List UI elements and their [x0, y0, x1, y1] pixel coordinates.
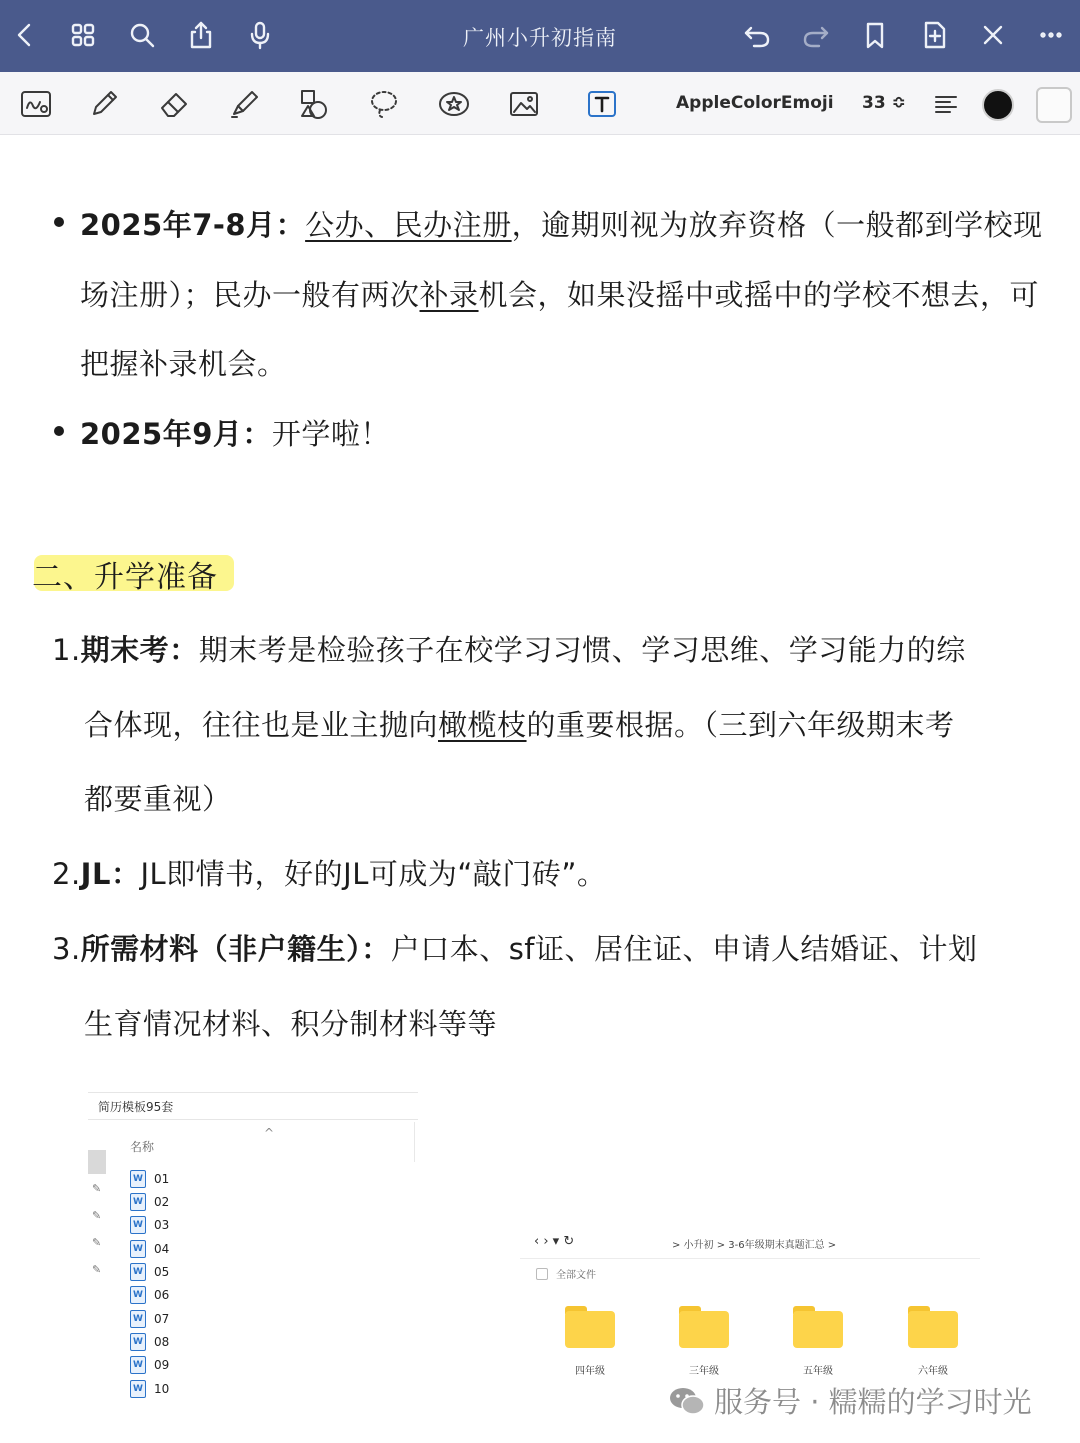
- item-label: 2025年7-8月：: [80, 208, 306, 242]
- file-row[interactable]: [130, 1169, 169, 1189]
- item-text: 户口本、sf证、居住证、申请人结婚证、计划: [390, 932, 978, 966]
- eraser-icon[interactable]: [154, 84, 194, 124]
- breadcrumb: > 小升初 > 3-6年级期末真题汇总 >: [672, 1240, 837, 1251]
- resume-template-folder-screenshot: [88, 1088, 418, 1408]
- select-all-checkbox[interactable]: [536, 1268, 548, 1280]
- file-row[interactable]: [130, 1355, 169, 1375]
- divider: [520, 1258, 980, 1259]
- word-file-icon: W: [130, 1356, 146, 1374]
- folder-item[interactable]: [562, 1306, 618, 1377]
- word-file-icon: W: [130, 1310, 146, 1328]
- list-item-materials: [52, 927, 978, 968]
- word-file-icon: W: [130, 1333, 146, 1351]
- pin-icon: ✎: [92, 1209, 102, 1222]
- file-name: 06: [154, 1288, 170, 1302]
- pin-icon: ✎: [92, 1182, 102, 1195]
- nav-scroll-thumb: [88, 1150, 106, 1174]
- bullet-dot: [54, 426, 64, 436]
- item-text: 的重要根据。（三到六年级期末考: [526, 708, 955, 742]
- align-left-icon[interactable]: [926, 84, 966, 124]
- word-file-icon: W: [130, 1286, 146, 1304]
- item-text-line: [80, 273, 1039, 314]
- background-color-swatch[interactable]: [1036, 87, 1072, 123]
- watermark: [668, 1380, 1032, 1421]
- column-divider: [414, 1122, 415, 1162]
- file-name: 04: [154, 1242, 170, 1256]
- word-file-icon: W: [130, 1263, 146, 1281]
- folder-icon: [793, 1306, 843, 1348]
- olive-branch-link-text: 橄榄枝: [438, 708, 527, 742]
- file-row[interactable]: [130, 1285, 169, 1305]
- select-all-label: 全部文件: [556, 1270, 596, 1281]
- item-text: ，逾期则视为放弃资格（一般都到学校现: [511, 208, 1043, 242]
- file-row[interactable]: [130, 1192, 169, 1212]
- item-label: 所需材料（非户籍生）：: [80, 932, 391, 966]
- folder-label: 五年级: [803, 1366, 833, 1377]
- font-name-selector[interactable]: AppleColorEmoji: [676, 93, 834, 113]
- watermark-text: 服务号 · 糯糯的学习时光: [714, 1385, 1032, 1419]
- list-item-final-exam: [52, 628, 966, 669]
- file-row[interactable]: [130, 1215, 169, 1235]
- name-column-header: 名称: [130, 1140, 155, 1154]
- sticker-icon[interactable]: [434, 84, 474, 124]
- file-name: 03: [154, 1218, 170, 1232]
- folder-label: 六年级: [918, 1366, 948, 1377]
- file-row[interactable]: [130, 1239, 169, 1259]
- text-color-swatch[interactable]: [982, 89, 1014, 121]
- shapes-icon[interactable]: [294, 84, 334, 124]
- word-file-icon: W: [130, 1240, 146, 1258]
- item-text: JL即情书，好的JL可成为“敲门砖”。: [140, 857, 607, 891]
- file-row[interactable]: [130, 1379, 169, 1399]
- undo-icon[interactable]: [740, 18, 774, 52]
- folder-label: 三年级: [689, 1366, 719, 1377]
- image-icon[interactable]: [504, 84, 544, 124]
- highlighter-icon[interactable]: [224, 84, 264, 124]
- text-tool-icon[interactable]: [582, 84, 622, 124]
- item-text-line: 生育情况材料、积分制材料等等: [84, 1007, 498, 1041]
- folder-item[interactable]: [676, 1306, 732, 1377]
- folder-icon: [565, 1306, 615, 1348]
- file-name: 07: [154, 1312, 170, 1326]
- word-file-icon: W: [130, 1170, 146, 1188]
- wechat-icon: [668, 1385, 706, 1417]
- navigation-controls[interactable]: ‹ › ▾ ↻: [534, 1234, 575, 1249]
- select-all-row[interactable]: [536, 1266, 596, 1281]
- file-row[interactable]: [130, 1262, 169, 1282]
- pin-icon: ✎: [92, 1236, 102, 1249]
- file-name: 05: [154, 1265, 170, 1279]
- file-row[interactable]: [130, 1332, 169, 1352]
- font-size-stepper[interactable]: 33 ≎: [862, 93, 906, 113]
- folder-item[interactable]: [905, 1306, 961, 1377]
- bookmark-icon[interactable]: [858, 18, 892, 52]
- folder-item[interactable]: [790, 1306, 846, 1377]
- more-icon[interactable]: [1034, 18, 1068, 52]
- sort-caret-icon: ^: [264, 1126, 275, 1140]
- exam-folder-screenshot: [520, 1226, 980, 1396]
- timeline-item-registration: [80, 203, 1043, 244]
- folder-label: 四年级: [575, 1366, 605, 1377]
- folder-icon: [679, 1306, 729, 1348]
- supplementary-link-text: 补录: [419, 278, 479, 312]
- list-number: 2.: [52, 857, 81, 891]
- folder-icon: [908, 1306, 958, 1348]
- close-icon[interactable]: [976, 18, 1010, 52]
- item-label: 2025年9月：: [80, 417, 272, 451]
- timeline-item-school-start: [80, 412, 390, 453]
- folder-title: 简历模板95套: [88, 1092, 418, 1120]
- document-title: 广州小升初指南: [463, 26, 617, 50]
- item-text: 场注册）；民办一般有两次: [80, 278, 420, 312]
- list-number: 1.: [52, 633, 81, 667]
- word-file-icon: W: [130, 1216, 146, 1234]
- item-text: 开学啦！: [271, 417, 390, 451]
- top-bar: [0, 0, 1080, 72]
- redo-icon[interactable]: [799, 18, 833, 52]
- pin-icon: ✎: [92, 1263, 102, 1276]
- item-label: JL：: [80, 857, 141, 891]
- pen-icon[interactable]: [84, 84, 124, 124]
- item-text-line: 都要重视）: [84, 782, 232, 816]
- registration-link-text: 公办、民办注册: [305, 208, 512, 242]
- file-name: 01: [154, 1172, 170, 1186]
- item-text: 期末考是检验孩子在校学习习惯、学习思维、学习能力的综: [198, 633, 966, 667]
- file-name: 09: [154, 1358, 170, 1372]
- file-name: 08: [154, 1335, 170, 1349]
- bullet-dot: [54, 217, 64, 227]
- file-row[interactable]: [130, 1309, 169, 1329]
- item-text: 合体现，往往也是业主抛向: [84, 708, 439, 742]
- list-item-jl: [52, 852, 606, 893]
- file-name: 02: [154, 1195, 170, 1209]
- item-text-line: [84, 703, 955, 744]
- item-text-line: 把握补录机会。: [80, 347, 287, 381]
- list-number: 3.: [52, 932, 81, 966]
- lasso-icon[interactable]: [364, 84, 404, 124]
- item-label: 期末考：: [80, 633, 199, 667]
- add-page-icon[interactable]: [917, 18, 951, 52]
- section-heading: 二、升学准备: [32, 560, 218, 595]
- file-name: 10: [154, 1382, 170, 1396]
- word-file-icon: W: [130, 1380, 146, 1398]
- word-file-icon: W: [130, 1193, 146, 1211]
- scan-document-icon[interactable]: [16, 84, 56, 124]
- item-text: 机会，如果没摇中或摇中的学校不想去，可: [478, 278, 1040, 312]
